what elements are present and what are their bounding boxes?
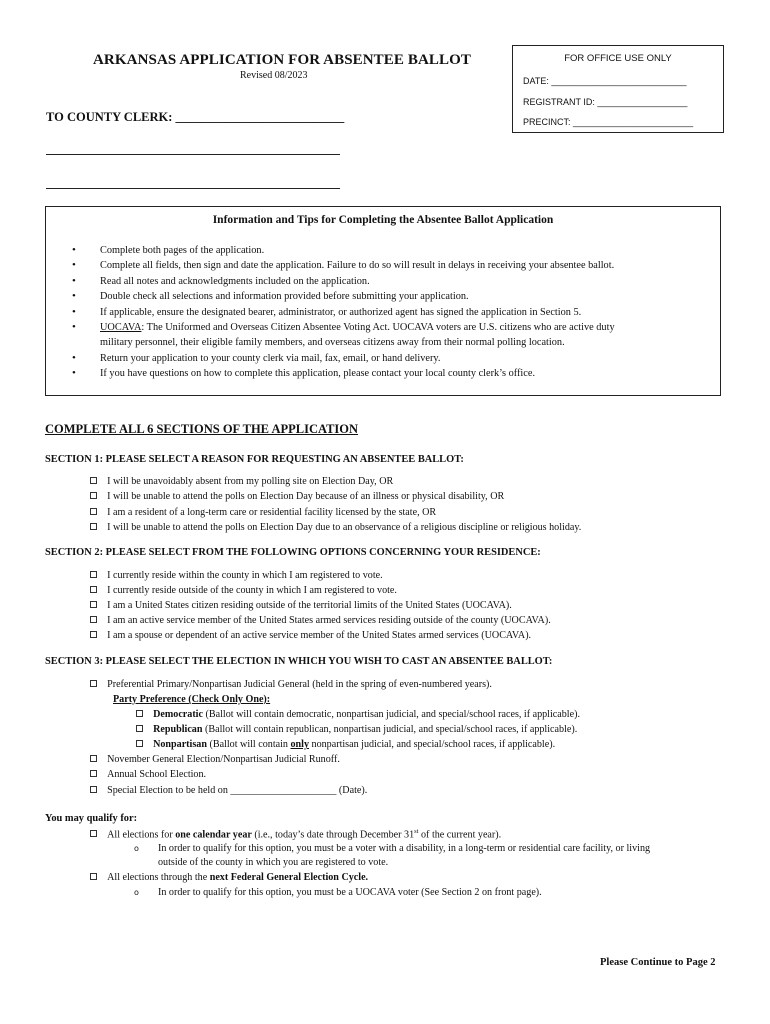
- preferential-primary-option[interactable]: Preferential Primary/Nonpartisan Judicial General (held in the spring of even-numbered years).: [90, 679, 492, 690]
- revision-date: Revised 08/2023: [240, 70, 308, 81]
- bullet-icon: •: [72, 259, 76, 272]
- checkbox[interactable]: [90, 492, 97, 499]
- office-date-field[interactable]: DATE: ___________________________: [523, 76, 687, 86]
- checkbox[interactable]: [90, 571, 97, 578]
- checkbox[interactable]: [90, 616, 97, 623]
- section2-heading: SECTION 2: PLEASE SELECT FROM THE FOLLOWING OPTIONS CONCERNING YOUR RESIDENCE:: [45, 547, 541, 558]
- qualify-note-1-line-2: outside of the county in which you are registered to vote.: [158, 857, 389, 868]
- office-use-box: [512, 45, 724, 133]
- form-title: ARKANSAS APPLICATION FOR ABSENTEE BALLOT: [93, 52, 471, 68]
- tips-list: [72, 243, 710, 382]
- checkbox[interactable]: [136, 740, 143, 747]
- checkbox[interactable]: [90, 508, 97, 515]
- checkbox[interactable]: [90, 631, 97, 638]
- bullet-icon: •: [72, 244, 76, 256]
- main-heading: COMPLETE ALL 6 SECTIONS OF THE APPLICATION: [45, 422, 359, 436]
- bullet-icon: •: [72, 290, 76, 303]
- circle-bullet-icon: o: [134, 844, 139, 853]
- section1-option[interactable]: I will be unable to attend the polls on Election Day due to an observance of a religious discipline or religious holiday.: [90, 522, 581, 533]
- tip-item: • Complete all fields, then sign and date the application. Failure to do so will result in delays in receiving your absentee ballot.: [100, 258, 710, 273]
- bullet-icon: •: [72, 351, 76, 364]
- checkbox[interactable]: [136, 725, 143, 732]
- qualify-note-1-line-1: In order to qualify for this option, you must be a voter with a disability, in a long-term or residential care facility, or living: [158, 843, 651, 854]
- one-calendar-year-option[interactable]: All elections for one calendar year (i.e., today’s date through December 31st of the current year).: [90, 828, 501, 840]
- tip-item: • Double check all selections and information provided before submitting your application.: [100, 289, 710, 304]
- tip-item: • Return your application to your county clerk via mail, fax, email, or hand delivery.: [100, 351, 710, 366]
- checkbox[interactable]: [90, 770, 97, 777]
- bullet-icon: •: [72, 274, 76, 287]
- section1-option[interactable]: I am a resident of a long-term care or residential facility licensed by the state, OR: [90, 507, 436, 518]
- county-clerk-field[interactable]: TO COUNTY CLERK: ___________________________: [46, 110, 345, 124]
- checkbox[interactable]: [90, 830, 97, 837]
- party-preference-label: Party Preference (Check Only One):: [113, 694, 271, 705]
- qualify-heading: You may qualify for:: [45, 813, 138, 824]
- checkbox[interactable]: [136, 710, 143, 717]
- tip-item-uocava: • UOCAVA: The Uniformed and Overseas Citizen Absentee Voting Act. UOCAVA voters are U.S. citizens who are active duty military personnel, their eligible family members, and overseas citizens away from their normal polling location.: [72, 321, 615, 349]
- bullet-icon: •: [72, 321, 76, 334]
- checkbox[interactable]: [90, 680, 97, 687]
- section3-heading: SECTION 3: PLEASE SELECT THE ELECTION IN WHICH YOU WISH TO CAST AN ABSENTEE BALLOT:: [45, 656, 553, 667]
- qualify-note-2-text: In order to qualify for this option, you must be a UOCAVA voter (See Section 2 on front page).: [158, 887, 542, 898]
- tips-box: [45, 206, 721, 396]
- qualify-note-2: [134, 887, 139, 898]
- section1-option[interactable]: I will be unable to attend the polls on Election Day because of an illness or physical disability, OR: [90, 491, 504, 502]
- november-general-option[interactable]: November General Election/Nonpartisan Judicial Runoff.: [90, 754, 340, 765]
- tip-item: • Complete both pages of the application.: [100, 243, 710, 258]
- tip-item: • If applicable, ensure the designated bearer, administrator, or authorized agent has signed the application in Section 5.: [100, 305, 710, 320]
- continue-to-page-2: Please Continue to Page 2: [600, 957, 716, 968]
- section1-option[interactable]: I will be unavoidably absent from my polling site on Election Day, OR: [90, 476, 393, 487]
- office-precinct-field[interactable]: PRECINCT: ________________________: [523, 117, 694, 127]
- section2-option[interactable]: I am a spouse or dependent of an active service member of the United States armed services (UOCAVA).: [90, 630, 531, 641]
- bullet-icon: •: [72, 367, 76, 380]
- clerk-address-line-1[interactable]: [46, 154, 340, 155]
- qualify-note-1: [134, 843, 139, 854]
- annual-school-option[interactable]: Annual School Election.: [90, 769, 206, 780]
- tip-item: • Read all notes and acknowledgments included on the application.: [100, 274, 710, 289]
- party-republican-option[interactable]: Republican (Ballot will contain republican, nonpartisan judicial, and special/school races, if applicable).: [136, 724, 577, 735]
- checkbox[interactable]: [90, 477, 97, 484]
- checkbox[interactable]: [90, 873, 97, 880]
- tips-heading: Information and Tips for Completing the Absentee Ballot Application: [212, 214, 554, 226]
- party-democratic-option[interactable]: Democratic (Ballot will contain democratic, nonpartisan judicial, and special/school races, if applicable).: [136, 709, 580, 720]
- office-registrant-id-field[interactable]: REGISTRANT ID: __________________: [523, 97, 688, 107]
- office-use-heading: FOR OFFICE USE ONLY: [564, 53, 672, 64]
- checkbox[interactable]: [90, 601, 97, 608]
- section1-heading: SECTION 1: PLEASE SELECT A REASON FOR REQUESTING AN ABSENTEE BALLOT:: [45, 454, 464, 465]
- clerk-address-line-2[interactable]: [46, 188, 340, 189]
- section2-option[interactable]: I currently reside outside of the county in which I am registered to vote.: [90, 585, 397, 596]
- special-election-option[interactable]: Special Election to be held on _____________________ (Date).: [90, 785, 367, 796]
- uocava-term: UOCAVA: [100, 322, 142, 334]
- section2-option[interactable]: I am an active service member of the United States armed services residing outside of the county (UOCAVA).: [90, 615, 551, 626]
- section2-option[interactable]: I currently reside within the county in which I am registered to vote.: [90, 570, 383, 581]
- bullet-icon: •: [72, 305, 76, 318]
- tip-item: • If you have questions on how to complete this application, please contact your local county clerk’s office.: [100, 366, 710, 381]
- checkbox[interactable]: [90, 523, 97, 530]
- circle-bullet-icon: o: [134, 888, 139, 897]
- checkbox[interactable]: [90, 586, 97, 593]
- checkbox[interactable]: [90, 786, 97, 793]
- party-nonpartisan-option[interactable]: Nonpartisan (Ballot will contain only nonpartisan judicial, and special/school races, if applicable).: [136, 739, 555, 750]
- section2-option[interactable]: I am a United States citizen residing outside of the territorial limits of the United States (UOCAVA).: [90, 600, 512, 611]
- federal-cycle-option[interactable]: All elections through the next Federal General Election Cycle.: [90, 872, 368, 883]
- checkbox[interactable]: [90, 755, 97, 762]
